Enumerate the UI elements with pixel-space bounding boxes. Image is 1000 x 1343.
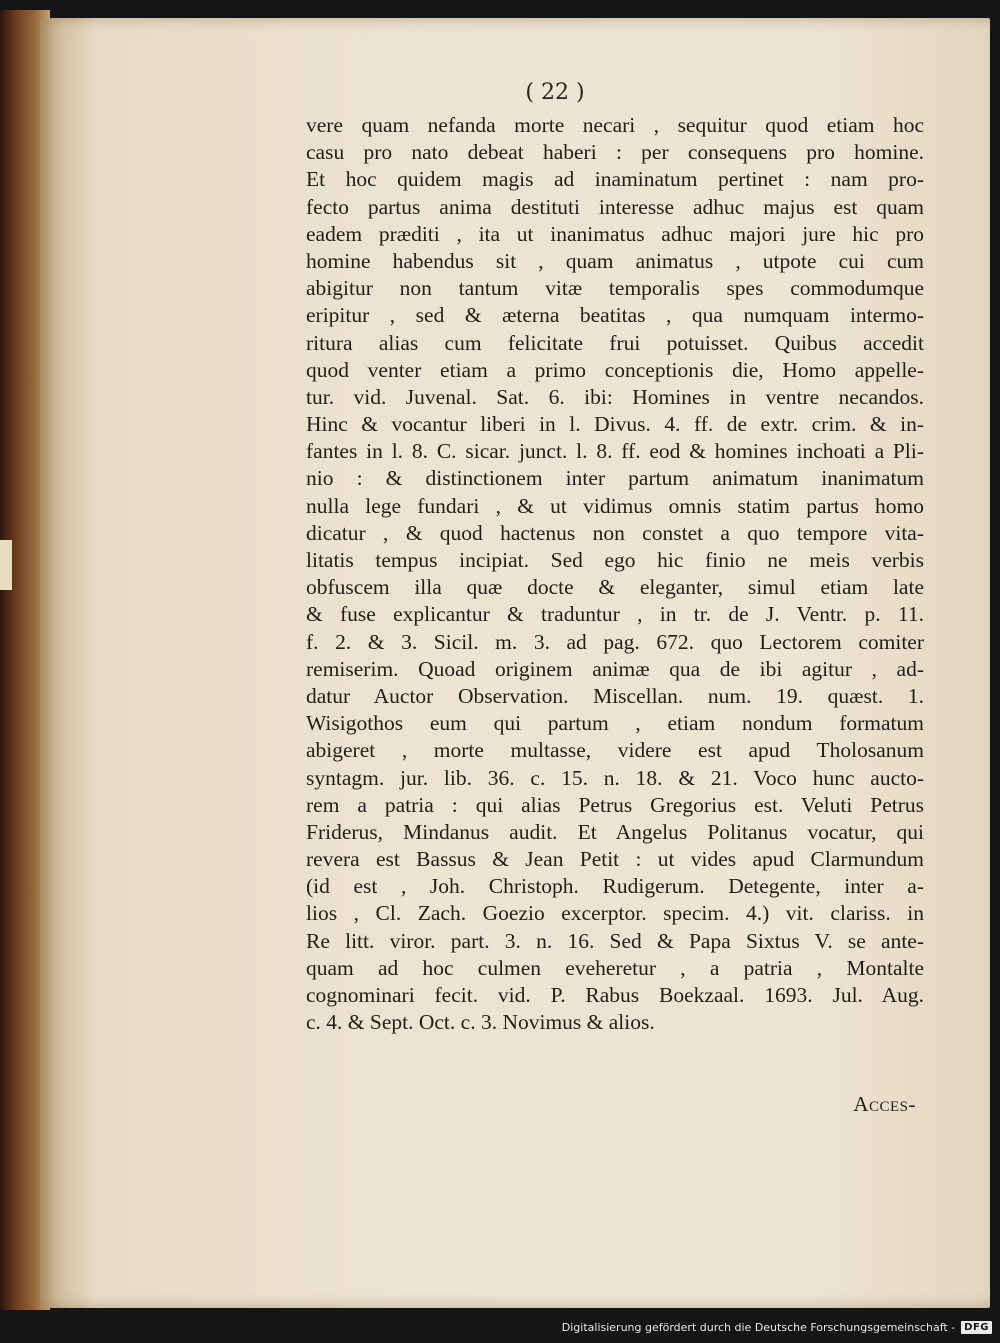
text-line: syntagm. jur. lib. 36. c. 15. n. 18. & 21. Voco hunc aucto- — [306, 765, 924, 790]
footer-text: Digitalisierung gefördert durch die Deutsche Forschungsgemeinschaft - — [561, 1320, 956, 1334]
text-line: nio : & distinctionem inter partum animatum inanimatum — [306, 466, 924, 491]
text-line: fecto partus anima destituti interesse adhuc majus est quam — [306, 194, 924, 219]
text-line: eadem præditi , ita ut inanimatus adhuc majori jure hic pro — [306, 221, 924, 246]
text-line: datur Auctor Observation. Miscellan. num. 19. quæst. 1. — [306, 683, 924, 708]
page-number: ( 22 ) — [525, 80, 585, 105]
text-line: revera est Bassus & Jean Petit : ut vides apud Clarmundum — [306, 847, 924, 872]
text-line: Wisigothos eum qui partum , etiam nondum formatum — [306, 711, 924, 736]
text-line: litatis tempus incipiat. Sed ego hic finio ne meis verbis — [306, 548, 924, 572]
funding-footer — [562, 1313, 992, 1341]
text-line: tur. vid. Juvenal. Sat. 6. ibi: Homines in ventre necandos. — [306, 384, 924, 409]
text-line: quam ad hoc culmen eveheretur , a patria , Montalte — [306, 955, 924, 980]
text-line: abigitur non tantum vitæ temporalis spes commodumque — [306, 276, 924, 301]
catchword: Acces- — [853, 1092, 916, 1116]
text-line: Et hoc quidem magis ad inaminatum pertinet : nam pro- — [306, 167, 924, 192]
text-line: & fuse explicantur & traduntur , in tr. de J. Ventr. p. 11. — [306, 602, 924, 627]
text-line: homine habendus sit , quam animatus , utpote cui cum — [306, 248, 924, 273]
text-line: rem a patria : qui alias Petrus Gregorius est. Veluti Petrus — [306, 792, 924, 817]
body-text — [306, 112, 924, 1036]
text-line: Hinc & vocantur liberi in l. Divus. 4. ff. de extr. crim. & in- — [306, 412, 924, 437]
text-line: remiserim. Quoad originem animæ qua de ibi agitur , ad- — [306, 656, 924, 681]
text-line: ritura alias cum felicitate frui potuisset. Quibus accedit — [306, 330, 924, 355]
text-line: c. 4. & Sept. Oct. c. 3. Novimus & alios. — [306, 1010, 655, 1035]
text-line: lios , Cl. Zach. Goezio excerptor. specim. 4.) vit. clariss. in — [306, 901, 924, 926]
text-line: f. 2. & 3. Sicil. m. 3. ad pag. 672. quo Lectorem comiter — [306, 629, 924, 654]
text-line: casu pro nato debeat haberi : per consequens pro homine. — [306, 140, 924, 165]
text-line: vere quam nefanda morte necari , sequitur quod etiam hoc — [306, 113, 924, 137]
text-line: quod venter etiam a primo conceptionis die, Homo appelle- — [306, 357, 924, 382]
text-line: dicatur , & quod hactenus non constet a quo tempore vita- — [306, 520, 924, 545]
dfg-logo: DFG — [961, 1321, 992, 1334]
text-line: (id est , Joh. Christoph. Rudigerum. Detegente, inter a- — [306, 874, 924, 899]
text-line: Re litt. viror. part. 3. n. 16. Sed & Papa Sixtus V. se ante- — [306, 928, 924, 953]
text-line: fantes in l. 8. C. sicar. junct. l. 8. ff. eod & homines inchoati a Pli- — [306, 439, 924, 464]
text-line: abigeret , morte multasse, videre est apud Tholosanum — [306, 738, 924, 763]
page-marker-slip — [0, 540, 12, 590]
text-line: Friderus, Mindanus audit. Et Angelus Politanus vocatur, qui — [306, 819, 924, 844]
text-line: nulla lege fundari , & ut vidimus omnis statim partus homo — [306, 493, 924, 518]
text-line: eripitur , sed & æterna beatitas , qua numquam intermo- — [306, 303, 924, 328]
text-line: cognominari fecit. vid. P. Rabus Boekzaal. 1693. Jul. Aug. — [306, 983, 924, 1007]
text-line: obfuscem illa quæ docte & eleganter, simul etiam late — [306, 575, 924, 600]
